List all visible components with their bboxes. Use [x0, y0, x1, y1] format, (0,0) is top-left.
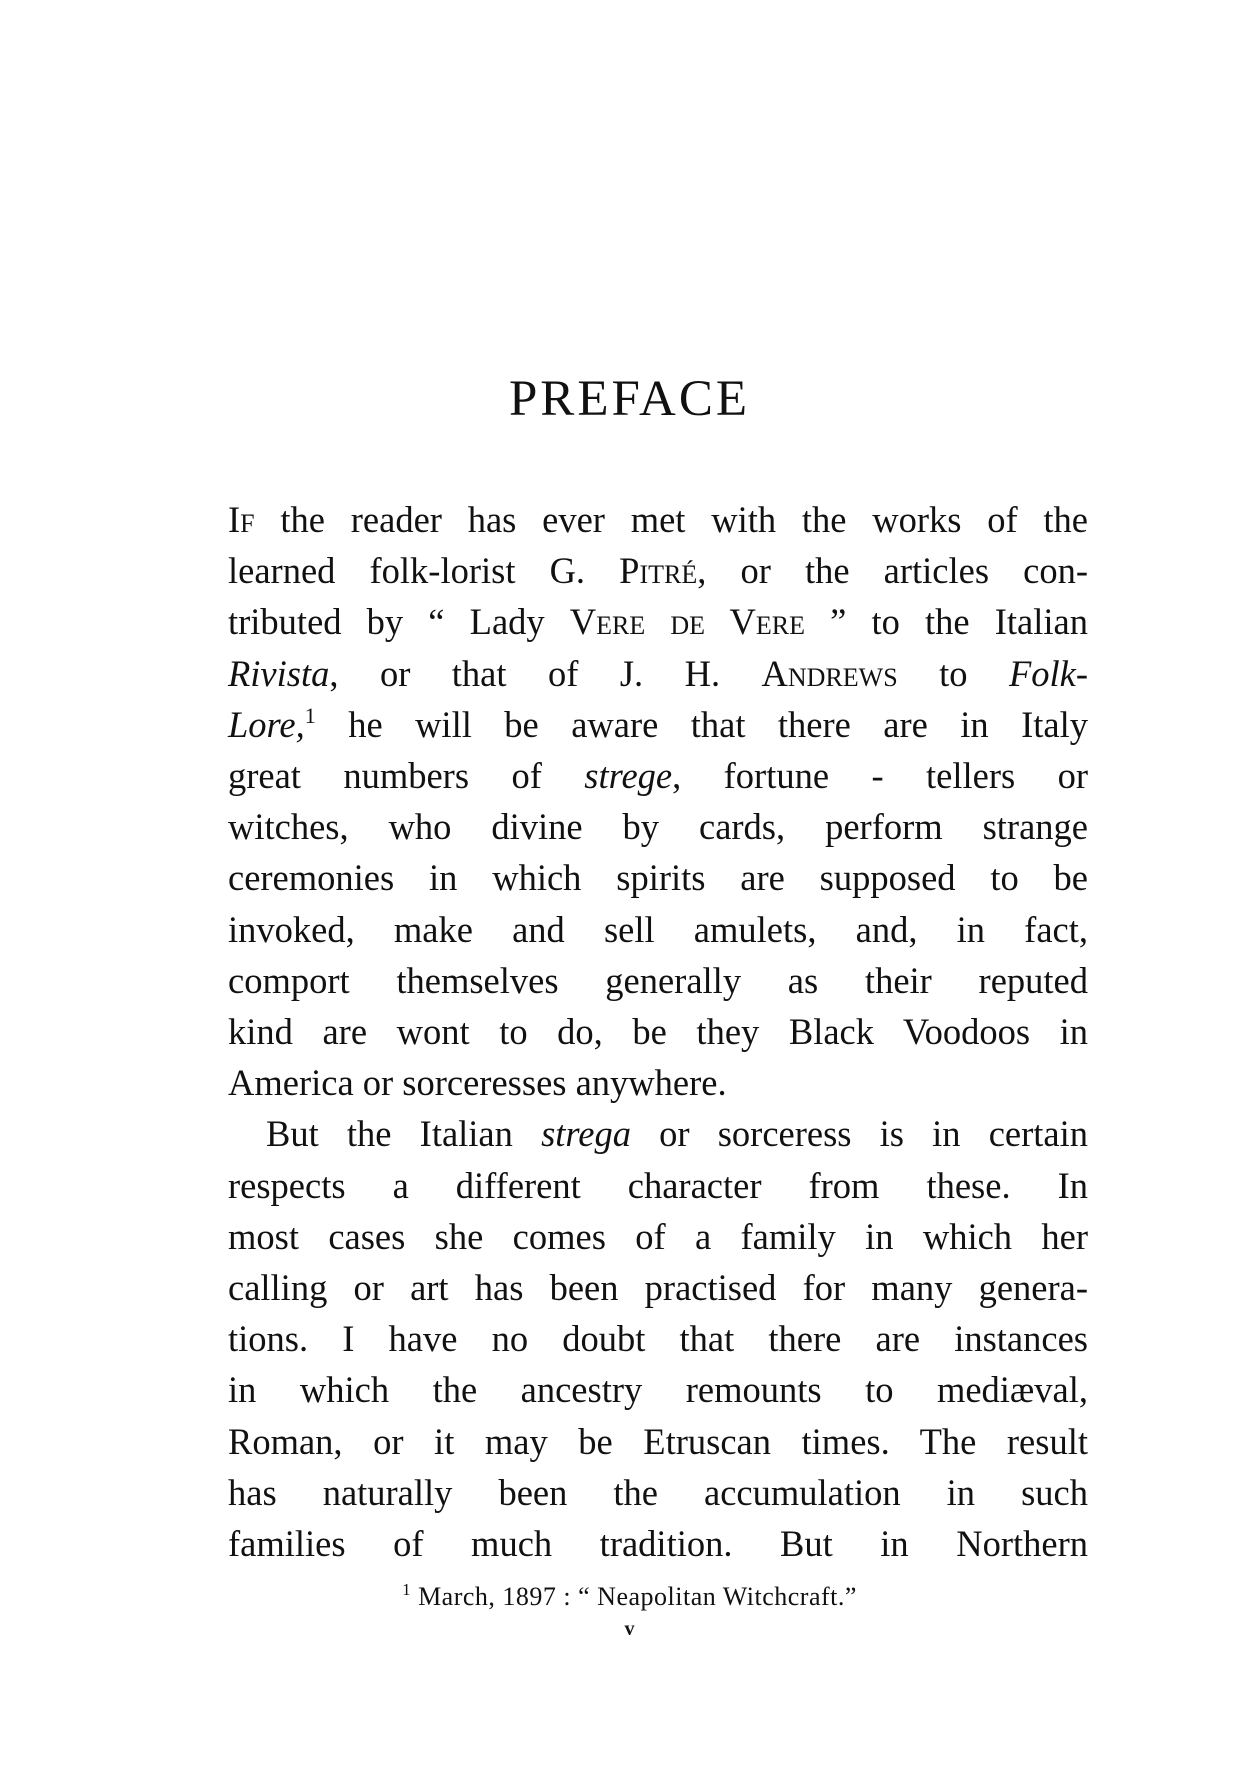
text-line [228, 699, 1088, 750]
text-line [228, 596, 1088, 647]
text-line [228, 494, 1088, 545]
author-name-pitre: Pitré [619, 550, 698, 592]
text-line: in which the ancestry remounts to mediæval, [228, 1369, 1088, 1411]
text-line [228, 648, 1088, 699]
term-strega: strega [541, 1113, 631, 1155]
text-line [228, 545, 1088, 596]
page-title: PREFACE [508, 371, 751, 427]
text-line: invoked, make and sell amulets, and, in fact, [228, 908, 1088, 950]
footnote-text: March, 1897 : “ Neapolitan Witchcraft.” [418, 1582, 857, 1611]
footnote [0, 1582, 1259, 1612]
text-line: ceremonies in which spirits are supposed to be [228, 857, 1088, 899]
text-run: great numbers of [228, 755, 542, 797]
footnote-reference: 1 [304, 702, 316, 728]
author-name-vere-de-vere: Vere de Vere [569, 601, 806, 643]
text-line: most cases she comes of a family in which her [228, 1215, 1088, 1257]
term-strege: strege [584, 755, 673, 797]
text-line: comport themselves generally as their reputed [228, 959, 1088, 1001]
page-number: v [624, 1618, 635, 1640]
text-run: But the Italian [266, 1113, 513, 1155]
text-run: , fortune - tellers or [672, 755, 1088, 797]
title-folk-lore-part1: Folk- [1008, 652, 1089, 694]
text-line: kind are wont to do, be they Black Voodoos in [228, 1011, 1088, 1053]
text-line: America or sorceresses anywhere. [228, 1062, 727, 1104]
text-run: , or the articles con- [697, 550, 1089, 592]
title-rivista: Rivista [228, 652, 330, 694]
text-run: to [939, 652, 968, 694]
text-line: respects a different character from these. In [228, 1164, 1088, 1206]
author-name-andrews: Andrews [761, 652, 898, 694]
text-run: , or that of J. H. [329, 652, 721, 694]
text-line [228, 1108, 1088, 1159]
text-run: tributed by “ Lady [228, 601, 545, 643]
paragraph-2 [228, 1108, 1088, 1569]
text-run: learned folk-lorist G. [228, 550, 586, 592]
text-run: ” to the Italian [830, 601, 1088, 643]
text-line: witches, who divine by cards, perform strange [228, 806, 1088, 848]
text-line: families of much tradition. But in Northern [228, 1523, 1088, 1565]
text-run: he will be aware that there are in Italy [348, 703, 1089, 745]
preface-body [228, 494, 1088, 1569]
footnote-marker: 1 [402, 1580, 412, 1599]
text-line: tions. I have no doubt that there are instances [228, 1318, 1088, 1360]
text-line [228, 750, 1088, 801]
text-run: or sorceress is in certain [659, 1113, 1089, 1155]
text-line: calling or art has been practised for many genera- [228, 1267, 1088, 1309]
text-run: the reader has ever met with the works of the [280, 499, 1088, 540]
paragraph-1 [228, 494, 1088, 1108]
title-folk-lore-part2: Lore, [228, 703, 305, 745]
text-line: Roman, or it may be Etruscan times. The result [228, 1420, 1088, 1462]
text-line: has naturally been the accumulation in such [228, 1471, 1088, 1513]
opening-small-caps: If [228, 499, 255, 540]
